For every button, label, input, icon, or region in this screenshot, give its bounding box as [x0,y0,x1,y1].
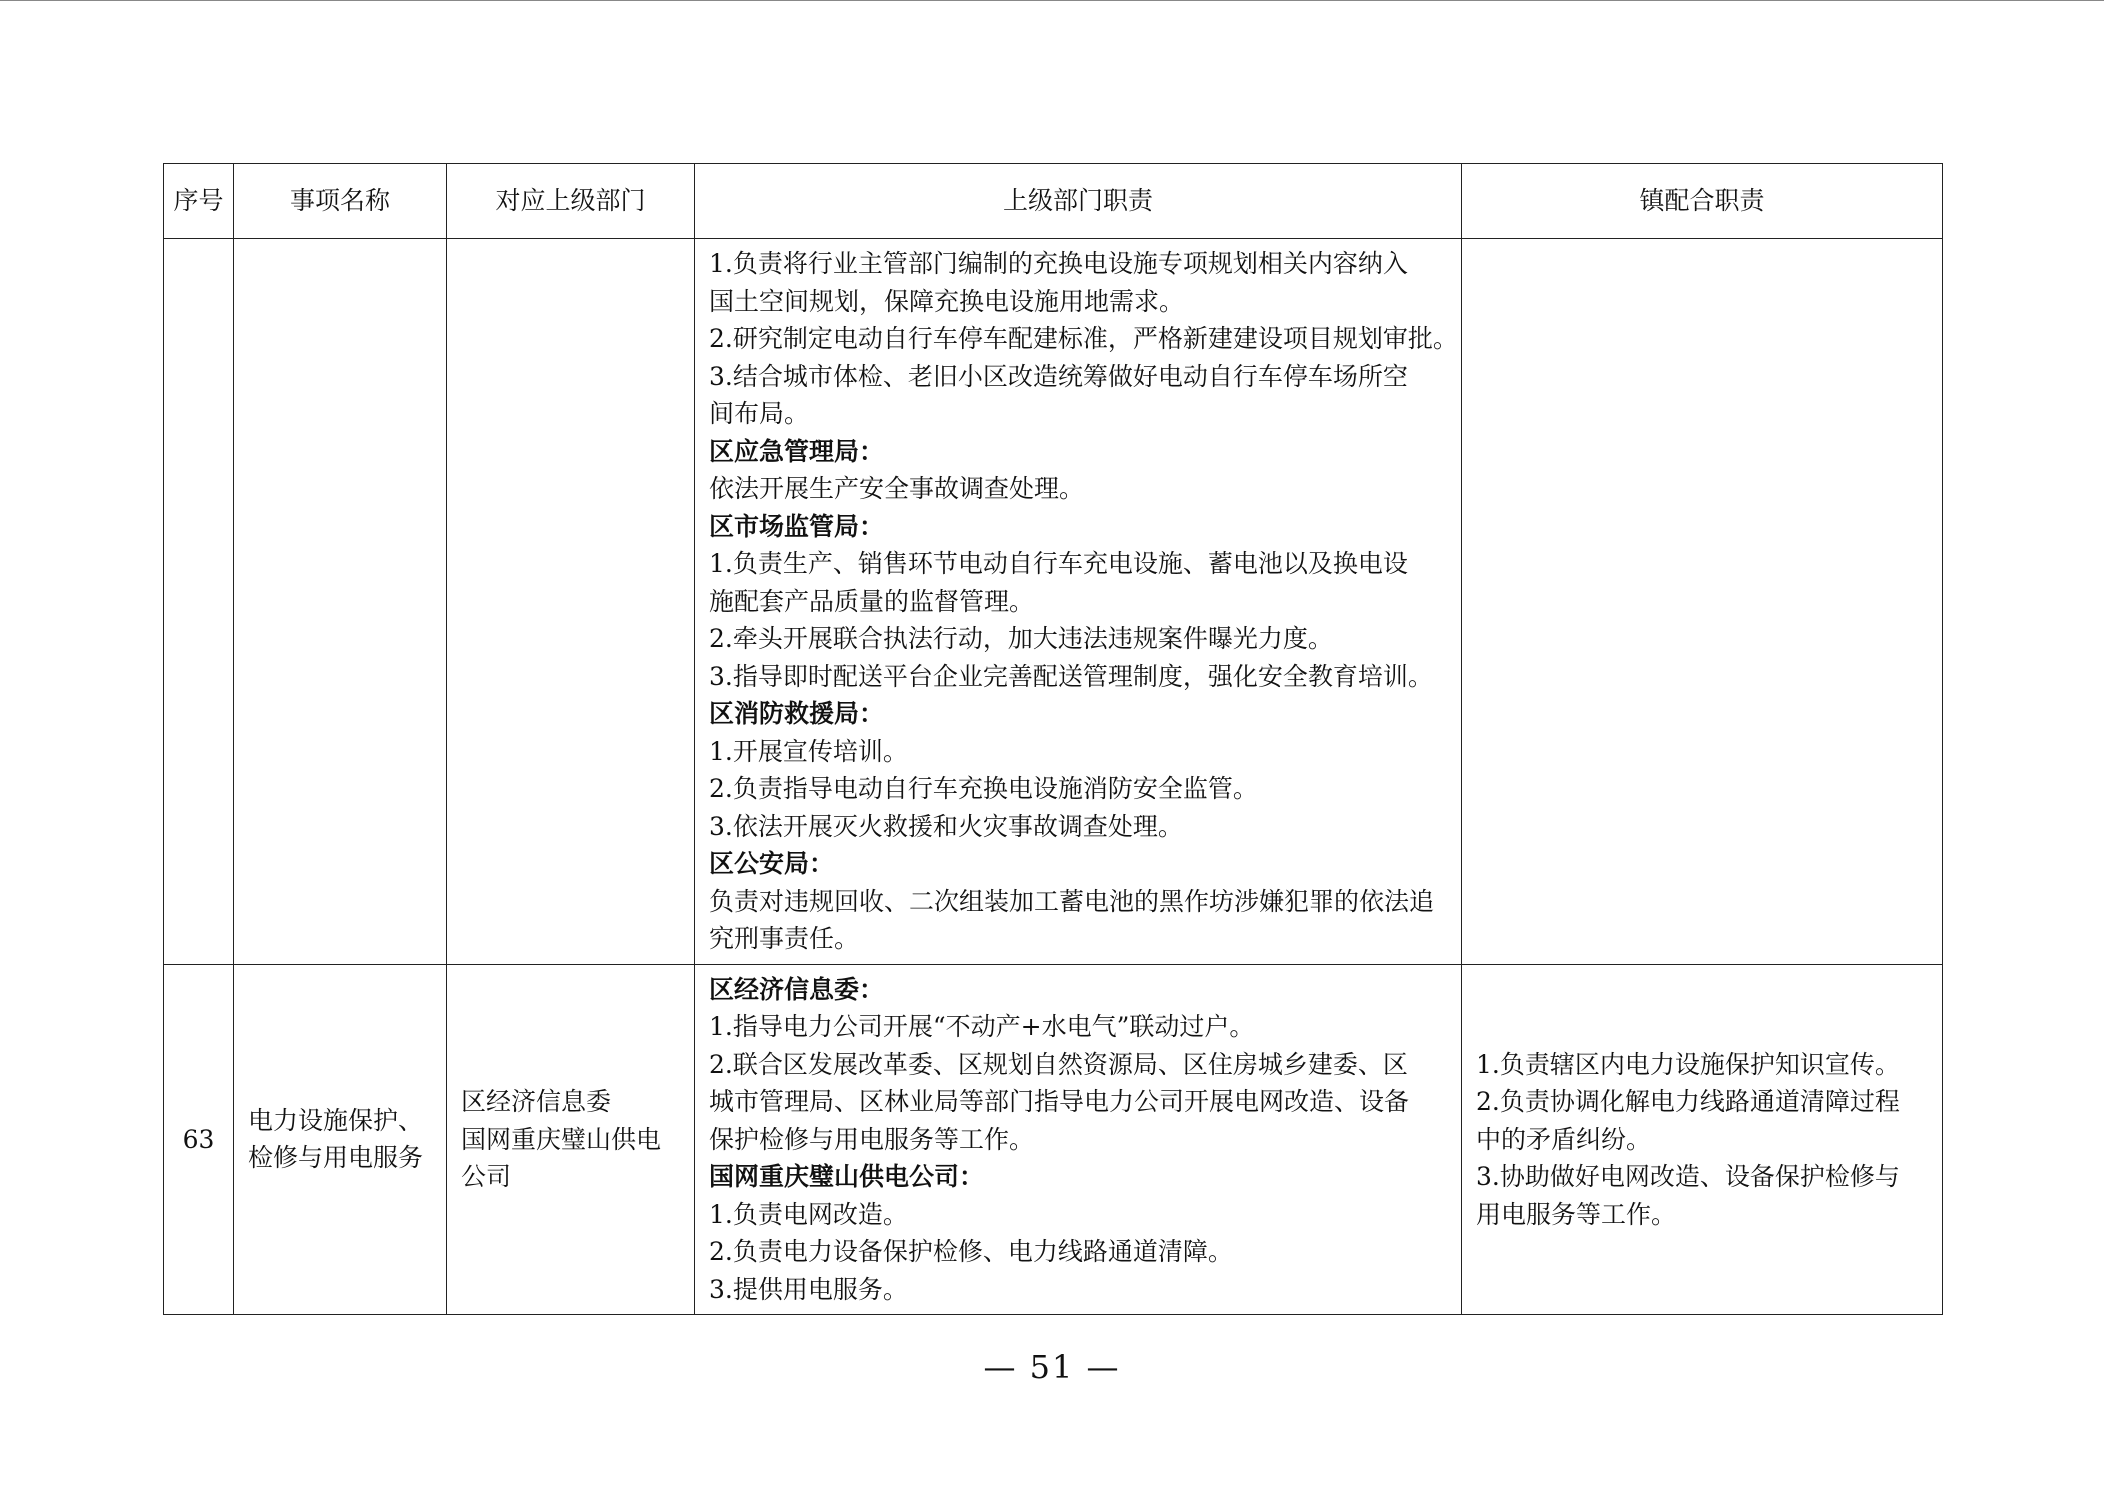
item-name-lines [248,1102,432,1177]
town-duty-lines [1476,1046,1928,1234]
text-line: 3.结合城市体检、老旧小区改造统筹做好电动自行车停车场所空 [709,361,1408,391]
dept-lines [461,1083,680,1196]
text-line: 2.负责指导电动自行车充换电设施消防安全监管。 [709,774,1258,803]
text-line: 国土空间规划，保障充换电设施用地需求。 [709,286,1185,316]
text-line: 3.协助做好电网改造、设备保护检修与 [1476,1162,1900,1191]
text-line: 2.联合区发展改革委、区规划自然资源局、区住房城乡建委、区 [709,1049,1408,1079]
duty-cell [695,239,1462,965]
text-line: 电力设施保护、 [248,1105,424,1135]
header-duty: 上级部门职责 [695,164,1462,239]
item-name-cell [234,239,447,965]
header-item-name: 事项名称 [234,164,447,239]
town-duty-cell [1462,239,1943,965]
text-line: 负责对违规回收、二次组装加工蓄电池的黑作坊涉嫌犯罪的依法追 [709,886,1435,916]
text-line: 2.牵头开展联合执法行动，加大违法违规案件曝光力度。 [709,624,1333,653]
table-header-row [164,164,1943,239]
text-line: 1.开展宣传培训。 [709,736,908,766]
text-line: 3.提供用电服务。 [709,1274,908,1304]
text-line: 依法开展生产安全事故调查处理。 [709,474,1085,503]
text-line: 2.负责电力设备保护检修、电力线路通道清障。 [709,1237,1233,1266]
text-line: 1.指导电力公司开展“不动产+水电气”联动过户。 [709,1012,1255,1041]
header-dept: 对应上级部门 [447,164,695,239]
town-duty-cell [1462,964,1943,1315]
dept-heading-line: 区经济信息委： [709,974,885,1004]
text-line: 公司 [461,1162,512,1191]
text-line: 用电服务等工作。 [1476,1199,1677,1229]
item-name-cell [234,964,447,1315]
text-line: 1.负责生产、销售环节电动自行车充电设施、蓄电池以及换电设 [709,549,1408,578]
dept-cell [447,239,695,965]
seq-value: 63 [182,1124,215,1154]
text-line: 2.研究制定电动自行车停车配建标准，严格新建建设项目规划审批。 [709,324,1458,353]
dept-heading-line: 区消防救援局： [709,699,885,728]
text-line: 保护检修与用电服务等工作。 [709,1124,1035,1154]
duty-cell [695,964,1462,1315]
header-seq: 序号 [164,164,234,239]
dept-heading-line: 区公安局： [709,849,835,878]
dept-heading-line: 区市场监管局： [709,511,885,541]
page-top-rule [0,0,2104,1]
header-town-duty: 镇配合职责 [1462,164,1943,239]
text-line: 3.依法开展灭火救援和火灾事故调查处理。 [709,811,1183,841]
text-line: 间布局。 [709,399,810,428]
text-line: 施配套产品质量的监督管理。 [709,586,1035,616]
dept-heading-line: 国网重庆璧山供电公司： [709,1162,985,1191]
table-row [164,964,1943,1315]
seq-cell [164,239,234,965]
text-line: 3.指导即时配送平台企业完善配送管理制度，强化安全教育培训。 [709,661,1433,691]
table-body [164,239,1943,1315]
table-row [164,239,1943,965]
text-line: 究刑事责任。 [709,924,860,953]
text-line: 1.负责电网改造。 [709,1199,908,1229]
text-line: 1.负责将行业主管部门编制的充换电设施专项规划相关内容纳入 [709,249,1408,278]
text-line: 城市管理局、区林业局等部门指导电力公司开展电网改造、设备 [709,1087,1410,1116]
text-line: 1.负责辖区内电力设施保护知识宣传。 [1476,1049,1900,1079]
duty-lines [709,971,1447,1309]
text-line: 2.负责协调化解电力线路通道清障过程 [1476,1087,1900,1116]
duty-table [163,163,1943,1315]
page-number: — 51 — [983,1348,1121,1386]
text-line: 区经济信息委 [461,1087,612,1116]
seq-cell [164,964,234,1315]
duty-lines [709,245,1458,958]
text-line: 中的矛盾纠纷。 [1476,1124,1652,1154]
text-line: 国网重庆璧山供电 [461,1124,662,1154]
text-line: 检修与用电服务 [248,1143,424,1173]
dept-cell [447,964,695,1315]
dept-heading-line: 区应急管理局： [709,436,885,466]
